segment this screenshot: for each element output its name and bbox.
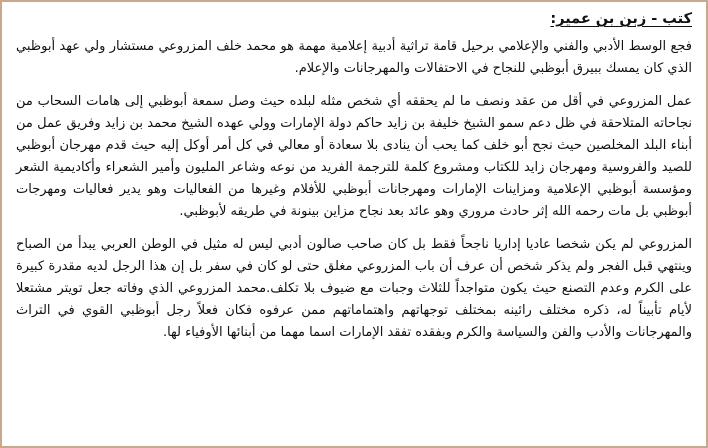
article-body bbox=[8, 8, 700, 440]
article-paragraph-2: عمل المزروعي في أقل من عقد ونصف ما لم يحققه أي شخص مثله لبلده حيث وصل سمعة أبوظبي إلى هامات السحاب من نجاحاته المتلاحقة في ظل دعم سمو الشيخ خليفة بن زايد حاكم دولة الإمارات وولي عهده الشيخ محمد بن زايد وفريق عمل من أبناء البلد المخلصين حيث نجح أبو خلف كما يحب أن ينادى بلا سعادة أو معالي في كل أمر أوكل إليه حيث قدم مهرجان أبوظبي للصيد والفروسية ومهرجان زايد للكتاب ومشروع كلمة للترجمة الفريد من نوعه وشاعر المليون وأمير الشعراء وأكاديمية الشعر ومؤسسة أبوظبي الإعلامية ومزاينات الإمارات ومهرجانات أبوظبي للأفلام وغيرها من الفعاليات وهو يدير فعاليات ومهرجات أبوظبي بل مات رحمه الله إثر حادث مروري وهو عائد بعد نجاح مزاين بينونة في طريقه لأبوظبي. bbox=[16, 94, 692, 219]
article-byline: كتب - زبن بن عمير: bbox=[550, 11, 692, 27]
article-paragraph-1: فجع الوسط الأدبي والفني والإعلامي برحيل قامة تراثية أدبية إعلامية مهمة هو محمد خلف المزروعي مستشار ولي عهد أبوظبي الذي كان يمسك ببيرق أبوظبي للنجاح في الاحتفالات والمهرجانات والإعلام. bbox=[16, 39, 692, 76]
article-paragraph-3: المزروعي لم يكن شخصا عاديا إداريا ناجحاً فقط بل كان صاحب صالون أدبي ليس له مثيل في الوطن العربي يبدأ من الصباح وينتهي قبل الفجر ولم يذكر شخص أن عرف أن باب المزروعي مغلق حتى لو كان في سفر بل إن هذا الرجل لديه مقدرة كبيرة على الكرم وعدم التصنع حيث يكون متواجداً للثلاث وجبات مع ضيوف بلا تكلف.محمد المزروعي الذي وفاته جعل تويتر مشتعلا لأيام تأبيناً له، ذكره مختلف رائينه بمختلف توجهاتهم واهتماماتهم ممن عرفوه فكان فعلاً رجل أبوظبي القوي في التراث والمهرجانات والأدب والفن والسياسة والكرم وبفقده تفقد الإمارات اسما مهما من أبنائها الأوفياء لها. bbox=[16, 237, 692, 340]
